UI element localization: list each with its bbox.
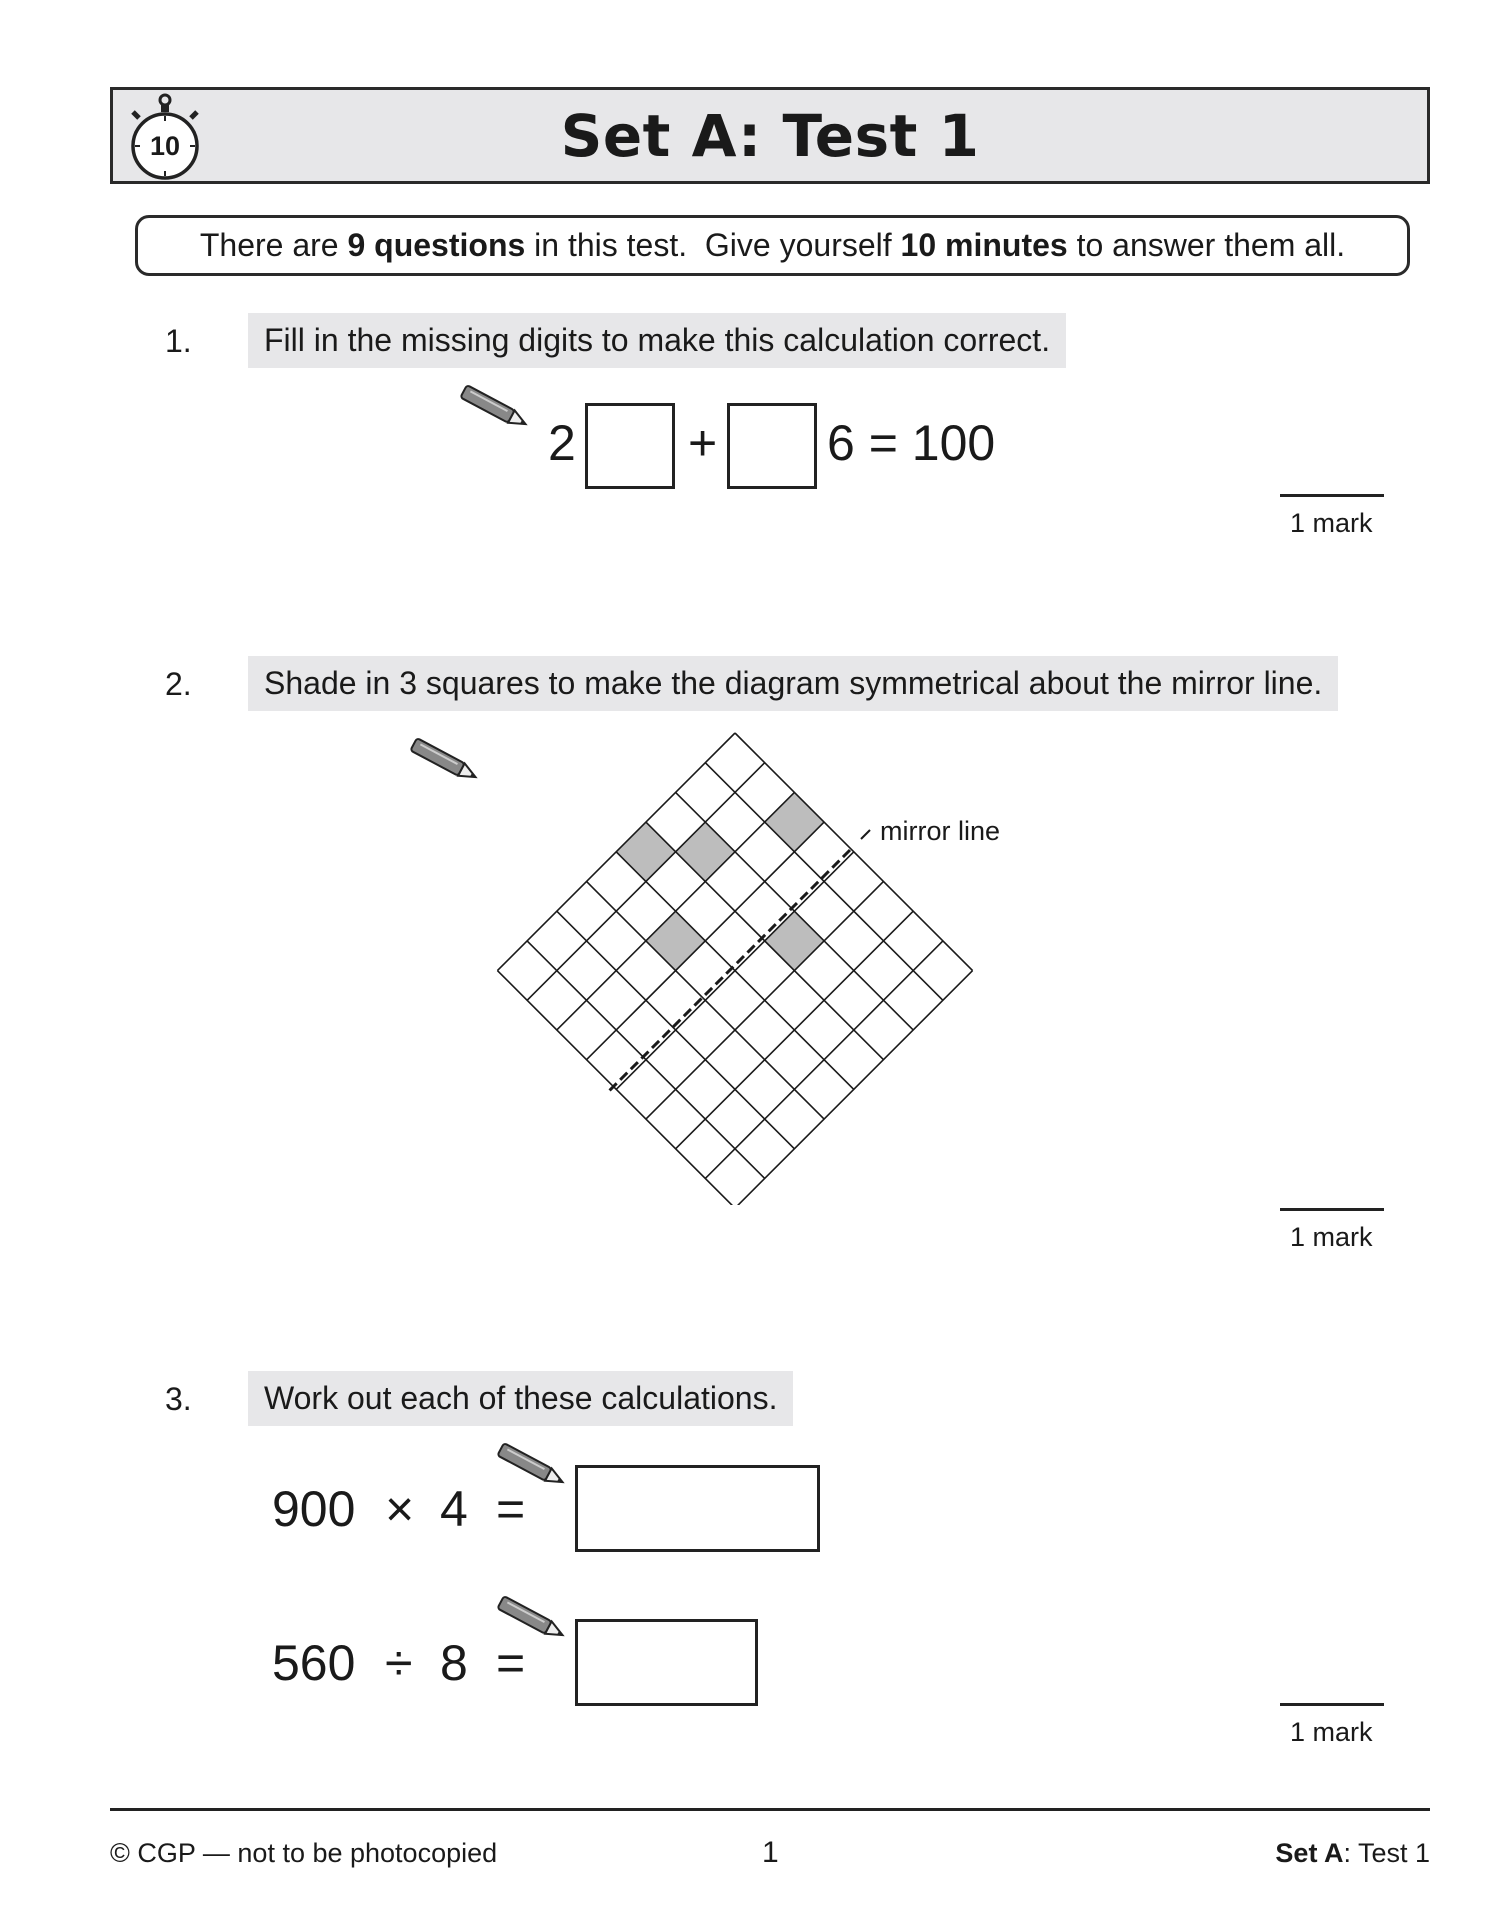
intro-text: in this test. Give yourself bbox=[525, 227, 901, 263]
mirror-line-label: mirror line bbox=[880, 816, 1001, 846]
intro-text: to answer them all. bbox=[1067, 227, 1346, 263]
calc2-operand: 8 bbox=[440, 1635, 468, 1691]
mark-label: 1 mark bbox=[1290, 1717, 1373, 1747]
instructions-box bbox=[135, 215, 1410, 276]
mark-line bbox=[1280, 1703, 1384, 1706]
footer-divider bbox=[110, 1808, 1430, 1811]
mark-line bbox=[1280, 1208, 1384, 1211]
page-number: 1 bbox=[762, 1836, 779, 1869]
calc2-operand: 560 bbox=[272, 1635, 356, 1691]
mark-label: 1 mark bbox=[1290, 1222, 1373, 1252]
answer-box[interactable] bbox=[575, 1465, 820, 1552]
mark-line bbox=[1280, 494, 1384, 497]
mirror-line bbox=[608, 850, 850, 1092]
question-text: Shade in 3 squares to make the diagram symmetrical about the mirror line. bbox=[248, 656, 1338, 711]
footer-test-name: : Test 1 bbox=[1343, 1838, 1430, 1868]
question-text: Work out each of these calculations. bbox=[248, 1371, 793, 1426]
calc1-equals: = bbox=[496, 1481, 526, 1537]
symmetry-grid[interactable] bbox=[490, 725, 990, 1205]
pencil-icon bbox=[405, 738, 485, 786]
question-number: 3. bbox=[165, 1381, 192, 1417]
footer-set-name: Set A bbox=[1275, 1838, 1344, 1868]
calc1-operator: × bbox=[385, 1481, 415, 1537]
page-title: Set A: Test 1 bbox=[560, 101, 980, 170]
question-number: 2. bbox=[165, 666, 192, 702]
answer-box[interactable] bbox=[585, 403, 675, 489]
calc2-operator: ÷ bbox=[385, 1635, 413, 1691]
copyright-text: © CGP — not to be photocopied bbox=[110, 1838, 498, 1868]
mark-label: 1 mark bbox=[1290, 508, 1373, 538]
calc2-equals: = bbox=[496, 1635, 526, 1691]
answer-box[interactable] bbox=[575, 1619, 758, 1706]
expr-lead: 2 bbox=[548, 415, 576, 471]
intro-text: There are bbox=[199, 227, 348, 263]
intro-questions: 9 questions bbox=[347, 227, 526, 263]
question-number: 1. bbox=[165, 323, 192, 359]
question-text: Fill in the missing digits to make this calculation correct. bbox=[248, 313, 1066, 368]
calc1-operand: 900 bbox=[272, 1481, 356, 1537]
timer-minutes: 10 bbox=[149, 131, 181, 161]
intro-minutes: 10 minutes bbox=[900, 227, 1068, 263]
pencil-icon bbox=[455, 385, 535, 433]
expr-plus: + bbox=[688, 415, 718, 471]
expr-tail: 6 = 100 bbox=[827, 415, 996, 471]
calc1-operand: 4 bbox=[440, 1481, 468, 1537]
answer-box[interactable] bbox=[727, 403, 817, 489]
footer-set-label bbox=[1275, 1838, 1430, 1869]
